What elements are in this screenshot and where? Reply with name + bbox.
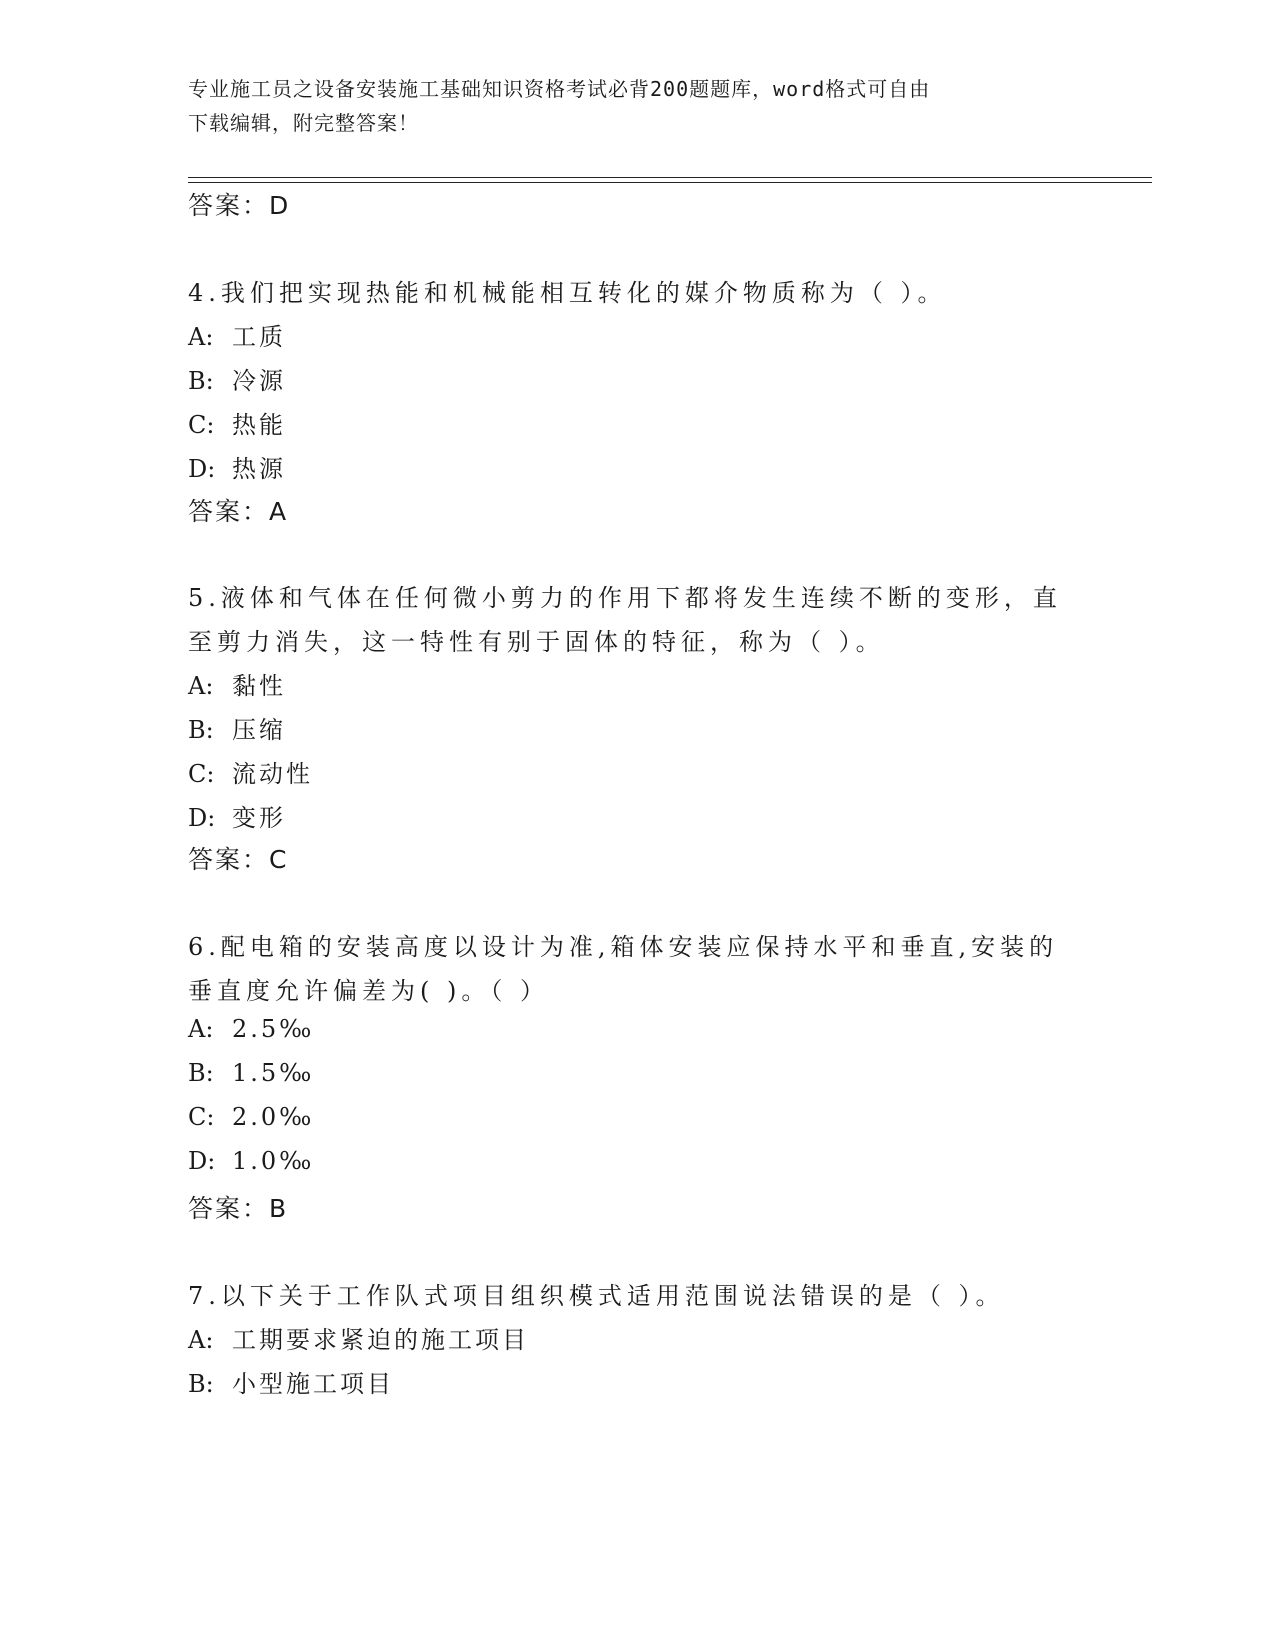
header-divider-bottom [188,182,1152,183]
option-text: 2.5‰ [232,1015,315,1043]
option-text: 压缩 [232,716,286,744]
question-4-option-a [188,317,286,352]
question-5-answer: 答案：C [188,845,289,874]
option-tag: B: [188,367,214,395]
option-tag: A: [188,1326,214,1354]
question-6-stem-line-2: 垂直度允许偏差为( )。（ ） [188,977,549,1005]
question-7-option-b [188,1364,394,1399]
option-text: 1.0‰ [232,1147,315,1175]
question-4-answer: 答案：A [188,497,289,526]
option-tag: A: [188,323,214,351]
answer-previous: 答案：D [188,191,291,220]
question-6-option-a [188,1015,314,1043]
option-text: 黏性 [232,672,286,700]
option-tag: D: [188,455,216,483]
option-text: 工质 [232,323,286,351]
question-5-option-a [188,666,286,701]
question-6-option-c [188,1103,314,1131]
option-tag: A: [188,672,214,700]
question-5-option-d [188,798,286,833]
option-tag: D: [188,1147,216,1175]
question-5-stem-line-1: 5.液体和气体在任何微小剪力的作用下都将发生连续不断的变形，直 [188,584,1062,612]
option-text: 热能 [232,411,286,439]
header-divider-top [188,177,1152,178]
question-7-option-a [188,1320,529,1355]
option-text: 1.5‰ [232,1059,315,1087]
question-7-stem: 7.以下关于工作队式项目组织模式适用范围说法错误的是（ ）。 [188,1282,1005,1310]
option-tag: D: [188,804,216,832]
option-tag: C: [188,760,215,788]
option-tag: B: [188,1059,214,1087]
question-5-option-c [188,754,313,789]
question-4-stem: 4.我们把实现热能和机械能相互转化的媒介物质称为（ ）。 [188,279,947,307]
question-5-stem-line-2: 至剪力消失，这一特性有别于固体的特征，称为（ ）。 [188,628,885,656]
option-text: 变形 [232,804,286,832]
option-text: 小型施工项目 [232,1370,394,1398]
option-tag: C: [188,411,215,439]
option-tag: C: [188,1103,215,1131]
question-6-stem-line-1: 6.配电箱的安装高度以设计为准,箱体安装应保持水平和垂直,安装的 [188,933,1059,961]
question-4-option-b [188,361,286,396]
question-4-option-c [188,405,286,440]
question-6-option-b [188,1059,314,1087]
document-header [188,72,1068,140]
option-tag: A: [188,1015,214,1043]
option-text: 流动性 [232,760,313,788]
option-text: 冷源 [232,367,286,395]
question-6-option-d [188,1147,314,1175]
question-5-option-b [188,710,286,745]
option-tag: B: [188,1370,214,1398]
question-6-answer: 答案：B [188,1194,289,1223]
option-text: 热源 [232,455,286,483]
header-line-2: 下载编辑，附完整答案！ [188,111,419,135]
question-4-option-d [188,449,286,484]
option-text: 2.0‰ [232,1103,315,1131]
header-line-1: 专业施工员之设备安装施工基础知识资格考试必背200题题库，word格式可自由 [188,77,931,101]
option-text: 工期要求紧迫的施工项目 [232,1326,529,1354]
option-tag: B: [188,716,214,744]
